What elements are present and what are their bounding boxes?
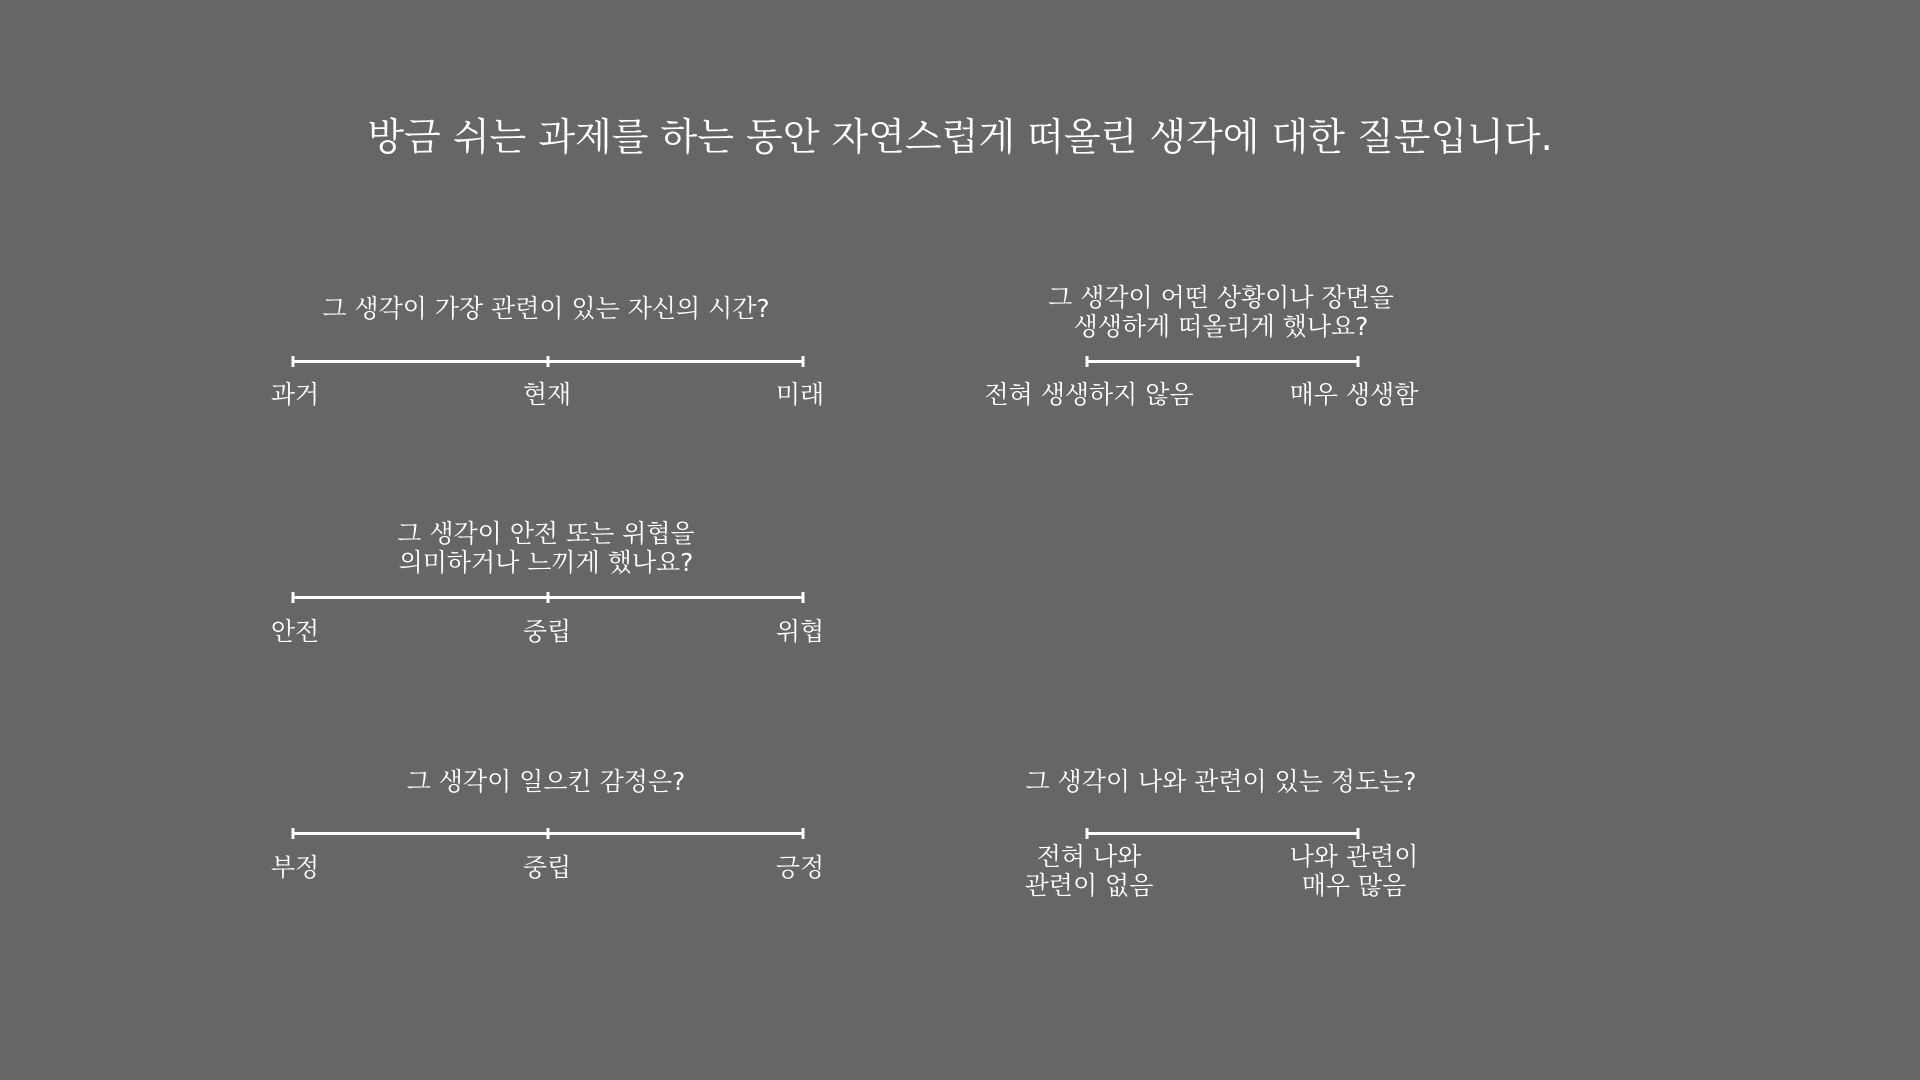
tick-left — [292, 828, 295, 839]
instruction-title: 방금 쉬는 과제를 하는 동안 자연스럽게 떠올린 생각에 대한 질문입니다. — [367, 115, 1553, 159]
question-emotion: 그 생각이 일으킨 감정은? — [406, 767, 686, 796]
label-line-2: 매우 많음 — [1301, 871, 1407, 900]
label-very-related — [1290, 842, 1419, 900]
tick-middle — [547, 592, 550, 603]
label-past: 과거 — [270, 380, 320, 409]
question-time: 그 생각이 가장 관련이 있는 자신의 시간? — [322, 294, 770, 323]
slider-track-relevance[interactable] — [1086, 832, 1359, 835]
question-vividness — [1048, 283, 1394, 341]
label-not-related — [1025, 842, 1154, 900]
label-line-2: 관련이 없음 — [1024, 871, 1154, 900]
tick-right — [802, 828, 805, 839]
question-safety — [397, 519, 694, 577]
label-negative: 부정 — [270, 853, 320, 882]
question-line-1: 그 생각이 안전 또는 위협을 — [397, 519, 695, 548]
tick-left — [1086, 828, 1089, 839]
tick-right — [802, 592, 805, 603]
tick-right — [1357, 356, 1360, 367]
label-line-1: 전혀 나와 — [1036, 842, 1142, 871]
label-not-vivid: 전혀 생생하지 않음 — [984, 380, 1194, 409]
label-present: 현재 — [522, 380, 572, 409]
label-future: 미래 — [775, 380, 825, 409]
question-line-2: 생생하게 떠올리게 했나요? — [1073, 312, 1369, 341]
tick-left — [292, 592, 295, 603]
tick-right — [1357, 828, 1360, 839]
question-line-1: 그 생각이 어떤 상황이나 장면을 — [1048, 283, 1394, 312]
label-neutral: 중립 — [522, 617, 572, 646]
tick-middle — [547, 356, 550, 367]
question-line-2: 의미하거나 느끼게 했나요? — [398, 548, 694, 577]
question-relevance: 그 생각이 나와 관련이 있는 정도는? — [1025, 767, 1417, 796]
label-very-vivid: 매우 생생함 — [1289, 380, 1419, 409]
tick-left — [292, 356, 295, 367]
slider-track-vividness[interactable] — [1086, 360, 1359, 363]
label-threat: 위협 — [775, 617, 825, 646]
label-line-1: 나와 관련이 — [1289, 842, 1419, 871]
label-neutral: 중립 — [522, 853, 572, 882]
label-safe: 안전 — [270, 617, 320, 646]
tick-middle — [547, 828, 550, 839]
label-positive: 긍정 — [775, 853, 825, 882]
tick-left — [1086, 356, 1089, 367]
tick-right — [802, 356, 805, 367]
